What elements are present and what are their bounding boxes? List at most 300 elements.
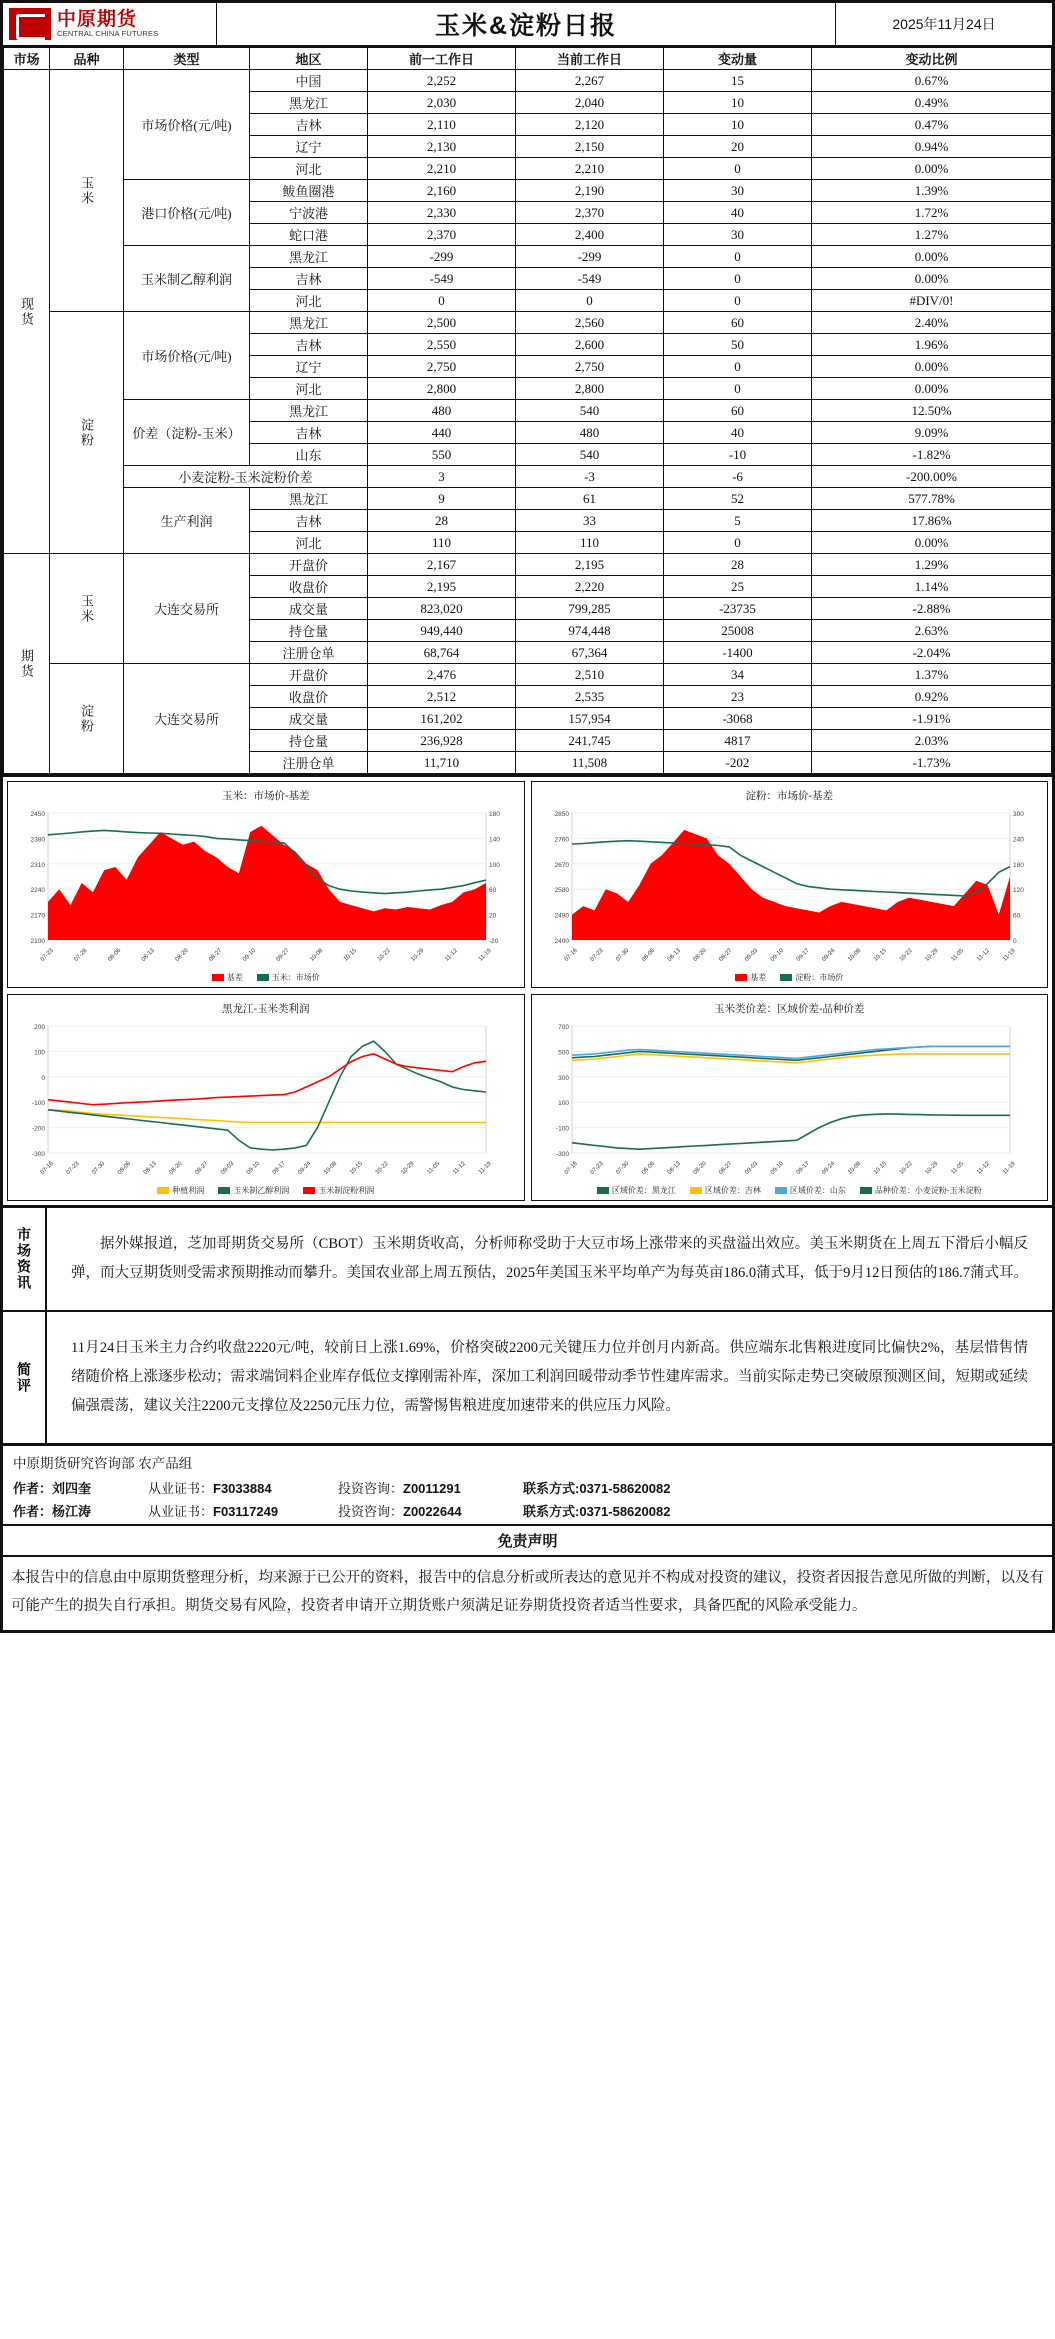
svg-text:-100: -100 (31, 1100, 45, 1108)
col-variety: 品种 (50, 48, 124, 70)
cell-change: 52 (664, 488, 812, 510)
svg-text:09-10: 09-10 (769, 1160, 785, 1176)
svg-text:10-22: 10-22 (374, 1160, 390, 1176)
advisor-label-1: 投资咨询： (338, 1481, 404, 1496)
cell-change-pct: 1.39% (812, 180, 1052, 202)
contact-value-1: 0371-58620082 (579, 1481, 671, 1496)
cell-change: 25 (664, 576, 812, 598)
legend-item (780, 972, 843, 983)
svg-text:10-15: 10-15 (872, 947, 888, 963)
legend-swatch-icon (257, 974, 269, 981)
svg-text:08-13: 08-13 (142, 1160, 158, 1176)
svg-text:07-30: 07-30 (91, 1160, 107, 1176)
cell-prev: -299 (368, 246, 516, 268)
disclaimer-title: 免责声明 (3, 1524, 1052, 1557)
table-row (4, 246, 1052, 268)
svg-text:08-06: 08-06 (107, 947, 123, 963)
svg-text:09-10: 09-10 (769, 947, 785, 963)
cell-change-pct: -200.00% (812, 466, 1052, 488)
cell-change: -23735 (664, 598, 812, 620)
legend-label: 基差 (226, 973, 243, 982)
cell-change: 60 (664, 312, 812, 334)
col-market: 市场 (4, 48, 50, 70)
cell-change: -202 (664, 752, 812, 774)
cell-prev: 161,202 (368, 708, 516, 730)
cell-current: 2,535 (516, 686, 664, 708)
cell-metric: 成交量 (250, 708, 368, 730)
svg-text:100: 100 (489, 861, 500, 869)
svg-text:08-27: 08-27 (717, 1160, 733, 1176)
svg-text:07-16: 07-16 (563, 1160, 579, 1176)
svg-text:08-06: 08-06 (640, 1160, 656, 1176)
type-spread: 价差（淀粉-玉米） (124, 400, 250, 466)
table-row (4, 554, 1052, 576)
cell-change: 34 (664, 664, 812, 686)
type-ethanol-profit: 玉米制乙醇利润 (124, 246, 250, 312)
svg-text:08-13: 08-13 (666, 1160, 682, 1176)
table-row (4, 400, 1052, 422)
svg-text:08-20: 08-20 (692, 1160, 708, 1176)
svg-text:09-03: 09-03 (220, 1160, 236, 1176)
svg-text:09-03: 09-03 (743, 947, 759, 963)
cell-change-pct: -1.91% (812, 708, 1052, 730)
svg-text:180: 180 (489, 811, 500, 818)
cell-change: 0 (664, 356, 812, 378)
cell-prev: 110 (368, 532, 516, 554)
svg-text:09-03: 09-03 (743, 1160, 759, 1176)
group-corn-futures: 玉米 (50, 554, 124, 664)
svg-text:11-19: 11-19 (477, 947, 493, 963)
svg-text:240: 240 (1012, 836, 1024, 844)
cell-current: 2,195 (516, 554, 664, 576)
legend-swatch-icon (690, 1187, 702, 1194)
svg-text:2380: 2380 (30, 836, 45, 844)
advisor-label-2: 投资咨询： (338, 1504, 404, 1519)
chart-svg-1 (534, 805, 1044, 970)
cell-metric: 开盘价 (250, 554, 368, 576)
svg-text:10-08: 10-08 (846, 947, 862, 963)
cell-change-pct: 0.00% (812, 246, 1052, 268)
cell-region: 吉林 (250, 422, 368, 444)
cell-change-pct: 0.00% (812, 378, 1052, 400)
svg-text:-300: -300 (31, 1151, 45, 1158)
cell-region: 宁波港 (250, 202, 368, 224)
chart-heilongjiang-profit (7, 994, 525, 1201)
legend-label: 玉米制淀粉利润 (318, 1186, 375, 1195)
cell-metric: 注册仓单 (250, 642, 368, 664)
cell-change: -6 (664, 466, 812, 488)
cell-prev: 2,130 (368, 136, 516, 158)
legend-label: 基差 (750, 973, 767, 982)
cell-change-pct: 2.40% (812, 312, 1052, 334)
cell-metric: 收盘价 (250, 686, 368, 708)
report-header (3, 3, 1052, 47)
cell-current: -299 (516, 246, 664, 268)
cell-current: 241,745 (516, 730, 664, 752)
cell-change-pct: 0.47% (812, 114, 1052, 136)
col-change: 变动量 (664, 48, 812, 70)
svg-text:100: 100 (557, 1100, 569, 1108)
cell-region: 蛇口港 (250, 224, 368, 246)
author-name-1: 刘四奎 (52, 1481, 92, 1496)
cell-change: 40 (664, 202, 812, 224)
cell-current: 67,364 (516, 642, 664, 664)
svg-text:09-24: 09-24 (820, 947, 836, 963)
table-row (4, 70, 1052, 92)
type-production-profit: 生产利润 (124, 488, 250, 554)
cell-change-pct: 1.96% (812, 334, 1052, 356)
author-role-2: 作者： (13, 1504, 53, 1519)
author-name-2: 杨江涛 (52, 1504, 92, 1519)
svg-text:180: 180 (1012, 861, 1024, 869)
cell-prev: 2,195 (368, 576, 516, 598)
svg-text:09-10: 09-10 (245, 1160, 261, 1176)
cell-change-pct: 9.09% (812, 422, 1052, 444)
cell-region: 河北 (250, 158, 368, 180)
svg-text:11-05: 11-05 (949, 1160, 965, 1176)
cell-current: 540 (516, 444, 664, 466)
author-row-1 (13, 1476, 1042, 1499)
svg-text:2760: 2760 (554, 836, 569, 844)
cell-change-pct: 0.00% (812, 356, 1052, 378)
cell-prev: 2,750 (368, 356, 516, 378)
svg-text:2450: 2450 (30, 811, 45, 818)
legend-swatch-icon (775, 1187, 787, 1194)
svg-text:08-20: 08-20 (168, 1160, 184, 1176)
svg-text:2100: 2100 (30, 938, 45, 945)
svg-text:11-12: 11-12 (452, 1160, 467, 1176)
cell-current: 2,560 (516, 312, 664, 334)
svg-text:07-16: 07-16 (563, 947, 579, 963)
cell-change-pct: 0.94% (812, 136, 1052, 158)
svg-text:11-12: 11-12 (975, 947, 991, 963)
legend-label: 种植利润 (172, 1186, 205, 1195)
cell-change-pct: 1.29% (812, 554, 1052, 576)
cell-current: 2,750 (516, 356, 664, 378)
cell-prev: 550 (368, 444, 516, 466)
cell-current: 110 (516, 532, 664, 554)
svg-text:2240: 2240 (30, 887, 45, 895)
cell-prev: 236,928 (368, 730, 516, 752)
cell-metric: 持仓量 (250, 620, 368, 642)
svg-text:10-29: 10-29 (410, 947, 426, 963)
cell-change: 30 (664, 180, 812, 202)
cell-prev: 9 (368, 488, 516, 510)
cell-prev: 2,500 (368, 312, 516, 334)
cell-prev: 2,030 (368, 92, 516, 114)
logo-icon (9, 8, 51, 40)
cell-change-pct: -2.88% (812, 598, 1052, 620)
cell-change-pct: 577.78% (812, 488, 1052, 510)
svg-text:60: 60 (489, 887, 497, 895)
cell-change-pct: 1.27% (812, 224, 1052, 246)
cell-change-pct: 1.37% (812, 664, 1052, 686)
cell-current: 2,400 (516, 224, 664, 246)
svg-text:09-17: 09-17 (271, 1160, 287, 1176)
logo-chinese-name: 中原期货 (57, 9, 138, 31)
svg-text:20: 20 (489, 912, 497, 920)
department-line: 中原期货研究咨询部 农产品组 (13, 1456, 193, 1471)
cell-prev: 2,330 (368, 202, 516, 224)
cell-current: 2,800 (516, 378, 664, 400)
legend-swatch-icon (218, 1187, 230, 1194)
cell-region: 辽宁 (250, 136, 368, 158)
svg-text:08-20: 08-20 (692, 947, 708, 963)
svg-text:10-15: 10-15 (872, 1160, 888, 1176)
table-row (4, 466, 1052, 488)
cell-region: 黑龙江 (250, 92, 368, 114)
cell-prev: -549 (368, 268, 516, 290)
group-starch: 淀粉 (50, 312, 124, 554)
svg-text:08-27: 08-27 (208, 947, 224, 963)
svg-text:11-05: 11-05 (949, 947, 965, 963)
chart-title-2: 黑龙江-玉米类利润 (222, 1003, 310, 1015)
market-news-text: 据外媒报道，芝加哥期货交易所（CBOT）玉米期货收高，分析师称受助于大豆市场上涨带来的买盘溢出效应。美玉米期货在上周五下滑后小幅反弹，而大豆期货则受需求预期推动而攀升。美国农业部上周五预估，2025年美国玉米平均单产为每英亩186.0蒲式耳，低于9月12日预估的186.7蒲式耳。 (71, 1236, 1028, 1281)
cell-metric: 收盘价 (250, 576, 368, 598)
cell-current: 974,448 (516, 620, 664, 642)
cell-prev: 2,370 (368, 224, 516, 246)
cell-change-pct: 1.14% (812, 576, 1052, 598)
cell-change-pct: 2.03% (812, 730, 1052, 752)
svg-text:08-20: 08-20 (174, 947, 190, 963)
svg-text:09-24: 09-24 (297, 1160, 313, 1176)
cell-prev: 0 (368, 290, 516, 312)
svg-text:-200: -200 (31, 1125, 45, 1133)
comment-row (3, 1312, 1052, 1443)
cell-current: 2,150 (516, 136, 664, 158)
cell-change: 60 (664, 400, 812, 422)
chart-title-1: 淀粉：市场价-基差 (745, 790, 833, 802)
page-title: 玉米&淀粉日报 (217, 3, 836, 45)
svg-text:100: 100 (34, 1049, 45, 1057)
cell-metric: 注册仓单 (250, 752, 368, 774)
cell-region: 黑龙江 (250, 488, 368, 510)
col-region: 地区 (250, 48, 368, 70)
svg-text:11-19: 11-19 (1001, 1160, 1017, 1176)
cell-current: 2,120 (516, 114, 664, 136)
cell-region: 吉林 (250, 268, 368, 290)
cell-region: 河北 (250, 290, 368, 312)
cell-change: 0 (664, 532, 812, 554)
cell-metric: 持仓量 (250, 730, 368, 752)
section-futures: 期货 (4, 554, 50, 774)
advisor-value-1: Z0011291 (403, 1481, 461, 1496)
legend-item (303, 1185, 374, 1196)
svg-text:10-29: 10-29 (400, 1160, 416, 1176)
svg-text:2170: 2170 (30, 912, 45, 920)
svg-text:07-16: 07-16 (39, 1160, 55, 1176)
cell-change: 30 (664, 224, 812, 246)
cell-current: 2,220 (516, 576, 664, 598)
svg-text:10-29: 10-29 (923, 947, 940, 963)
col-prev: 前一工作日 (368, 48, 516, 70)
svg-text:11-12: 11-12 (975, 1160, 991, 1176)
cell-metric: 成交量 (250, 598, 368, 620)
cert-label-1: 从业证书： (148, 1481, 214, 1496)
svg-text:200: 200 (34, 1024, 45, 1031)
cell-change: -1400 (664, 642, 812, 664)
svg-text:09-10: 09-10 (241, 947, 258, 963)
group-starch-futures: 淀粉 (50, 664, 124, 774)
cert-label-2: 从业证书： (148, 1504, 214, 1519)
news-section (3, 1208, 1052, 1446)
svg-text:-300: -300 (555, 1151, 569, 1158)
cell-prev: 28 (368, 510, 516, 532)
svg-text:09-17: 09-17 (795, 1160, 811, 1176)
chart-svg-3 (534, 1018, 1044, 1183)
svg-text:2310: 2310 (30, 861, 45, 869)
table-header-row (4, 48, 1052, 70)
svg-text:11-12: 11-12 (444, 947, 459, 963)
svg-text:11-05: 11-05 (426, 1160, 442, 1176)
chart-starch-basis (531, 781, 1049, 988)
legend-label: 区域价差：山东 (789, 1186, 846, 1195)
legend-item (257, 972, 320, 983)
cell-change-pct: 0.49% (812, 92, 1052, 114)
svg-text:08-27: 08-27 (717, 947, 733, 963)
cell-change: 5 (664, 510, 812, 532)
cell-change: 50 (664, 334, 812, 356)
cell-current: 33 (516, 510, 664, 532)
cell-region: 吉林 (250, 334, 368, 356)
cell-change: 4817 (664, 730, 812, 752)
svg-text:11-19: 11-19 (1001, 947, 1017, 963)
cell-prev: 2,160 (368, 180, 516, 202)
legend-swatch-icon (157, 1187, 169, 1194)
market-news-label: 市场资讯 (3, 1208, 47, 1310)
group-corn: 玉米 (50, 70, 124, 312)
type-market-price-starch: 市场价格(元/吨) (124, 312, 250, 400)
cell-region: 黑龙江 (250, 400, 368, 422)
cell-prev: 68,764 (368, 642, 516, 664)
cell-region: 鲅鱼圈港 (250, 180, 368, 202)
cell-prev: 823,020 (368, 598, 516, 620)
svg-text:07-23: 07-23 (65, 1160, 81, 1176)
svg-text:08-06: 08-06 (640, 947, 656, 963)
cell-change: 20 (664, 136, 812, 158)
cell-change: 23 (664, 686, 812, 708)
svg-text:10-22: 10-22 (376, 947, 392, 963)
legend-label: 品种价差：小麦淀粉-玉米淀粉 (874, 1186, 982, 1195)
svg-text:09-17: 09-17 (795, 947, 811, 963)
cell-change-pct: 0.92% (812, 686, 1052, 708)
report-footer (3, 1446, 1052, 1630)
col-change-pct: 变动比例 (812, 48, 1052, 70)
svg-text:300: 300 (557, 1074, 569, 1082)
svg-text:07-30: 07-30 (614, 947, 630, 963)
legend-label: 淀粉：市场价 (795, 973, 844, 982)
cell-change: 0 (664, 290, 812, 312)
contact-label-2: 联系方式: (523, 1504, 580, 1519)
chart-title-3: 玉米类价差：区域价差-品种价差 (714, 1003, 865, 1015)
chart-spread (531, 994, 1049, 1201)
cell-change: 0 (664, 268, 812, 290)
chart-corn-basis (7, 781, 525, 988)
legend-label: 区域价差：吉林 (704, 1186, 761, 1195)
table-row (4, 312, 1052, 334)
svg-text:0: 0 (41, 1074, 45, 1082)
comment-text: 11月24日玉米主力合约收盘2220元/吨，较前日上涨1.69%，价格突破2200元关键压力位并创月内新高。供应端东北售粮进度同比偏快2%，基层惜售情绪随价格上涨逐步松动；需求端饲料企业库存低位支撑刚需补库，深加工利润回暖带动季节性建库需求。当前实际走势已突破原预测区间，短期或延续偏强震荡，建议关注2200元支撑位及2250元压力位，需警惕售粮进度加速带来的供应压力风险。 (71, 1340, 1028, 1414)
section-spot: 现货 (4, 70, 50, 554)
legend-item (735, 972, 766, 983)
legend-label: 区域价差：黑龙江 (611, 1186, 676, 1195)
svg-text:07-30: 07-30 (614, 1160, 630, 1176)
cell-current: 540 (516, 400, 664, 422)
cell-current: 0 (516, 290, 664, 312)
svg-text:11-19: 11-19 (477, 1160, 493, 1176)
cell-current: 2,267 (516, 70, 664, 92)
cell-change-pct: -2.04% (812, 642, 1052, 664)
cell-change-pct: 0.67% (812, 70, 1052, 92)
cert-value-2: F03117249 (213, 1504, 279, 1519)
type-dce-corn: 大连交易所 (124, 554, 250, 664)
svg-text:2850: 2850 (554, 811, 569, 818)
cell-change-pct: #DIV/0! (812, 290, 1052, 312)
svg-text:08-13: 08-13 (140, 947, 156, 963)
legend-swatch-icon (212, 974, 224, 981)
legend-swatch-icon (780, 974, 792, 981)
svg-text:07-23: 07-23 (589, 947, 605, 963)
cell-current: -3 (516, 466, 664, 488)
svg-text:120: 120 (1012, 887, 1024, 895)
svg-text:10-22: 10-22 (898, 947, 914, 963)
cell-change-pct: 0.00% (812, 532, 1052, 554)
cell-prev: 2,800 (368, 378, 516, 400)
svg-text:07-23: 07-23 (589, 1160, 605, 1176)
cell-prev: 2,110 (368, 114, 516, 136)
cell-change: 0 (664, 158, 812, 180)
cell-change: -3068 (664, 708, 812, 730)
svg-text:-100: -100 (555, 1125, 569, 1133)
legend-swatch-icon (303, 1187, 315, 1194)
cell-current: -549 (516, 268, 664, 290)
svg-text:10-08: 10-08 (309, 947, 325, 963)
cell-prev: 949,440 (368, 620, 516, 642)
cell-change: 10 (664, 114, 812, 136)
table-row (4, 488, 1052, 510)
svg-text:2400: 2400 (554, 938, 569, 945)
svg-text:-20: -20 (489, 938, 499, 945)
svg-text:500: 500 (557, 1049, 569, 1057)
svg-text:60: 60 (1012, 912, 1020, 920)
cell-current: 2,210 (516, 158, 664, 180)
cell-change-pct: 17.86% (812, 510, 1052, 532)
col-current: 当前工作日 (516, 48, 664, 70)
svg-text:10-15: 10-15 (342, 947, 359, 963)
cell-prev: 440 (368, 422, 516, 444)
comment-label: 简评 (3, 1312, 47, 1443)
cell-region: 吉林 (250, 510, 368, 532)
table-row (4, 664, 1052, 686)
svg-text:10-08: 10-08 (846, 1160, 862, 1176)
type-wheat-spread: 小麦淀粉-玉米淀粉价差 (124, 466, 368, 488)
svg-text:10-22: 10-22 (898, 1160, 914, 1176)
charts-section (3, 774, 1052, 1208)
cell-change-pct: -1.82% (812, 444, 1052, 466)
brand-logo (3, 3, 217, 45)
cell-region: 河北 (250, 532, 368, 554)
svg-text:09-27: 09-27 (275, 947, 291, 963)
svg-text:2580: 2580 (554, 887, 569, 895)
svg-text:2490: 2490 (554, 912, 569, 920)
type-port-price: 港口价格(元/吨) (124, 180, 250, 246)
contact-label-1: 联系方式: (523, 1481, 580, 1496)
cell-current: 11,508 (516, 752, 664, 774)
cert-value-1: F3033884 (213, 1481, 272, 1496)
svg-text:07-23: 07-23 (39, 947, 55, 963)
cell-change: 40 (664, 422, 812, 444)
cell-current: 799,285 (516, 598, 664, 620)
